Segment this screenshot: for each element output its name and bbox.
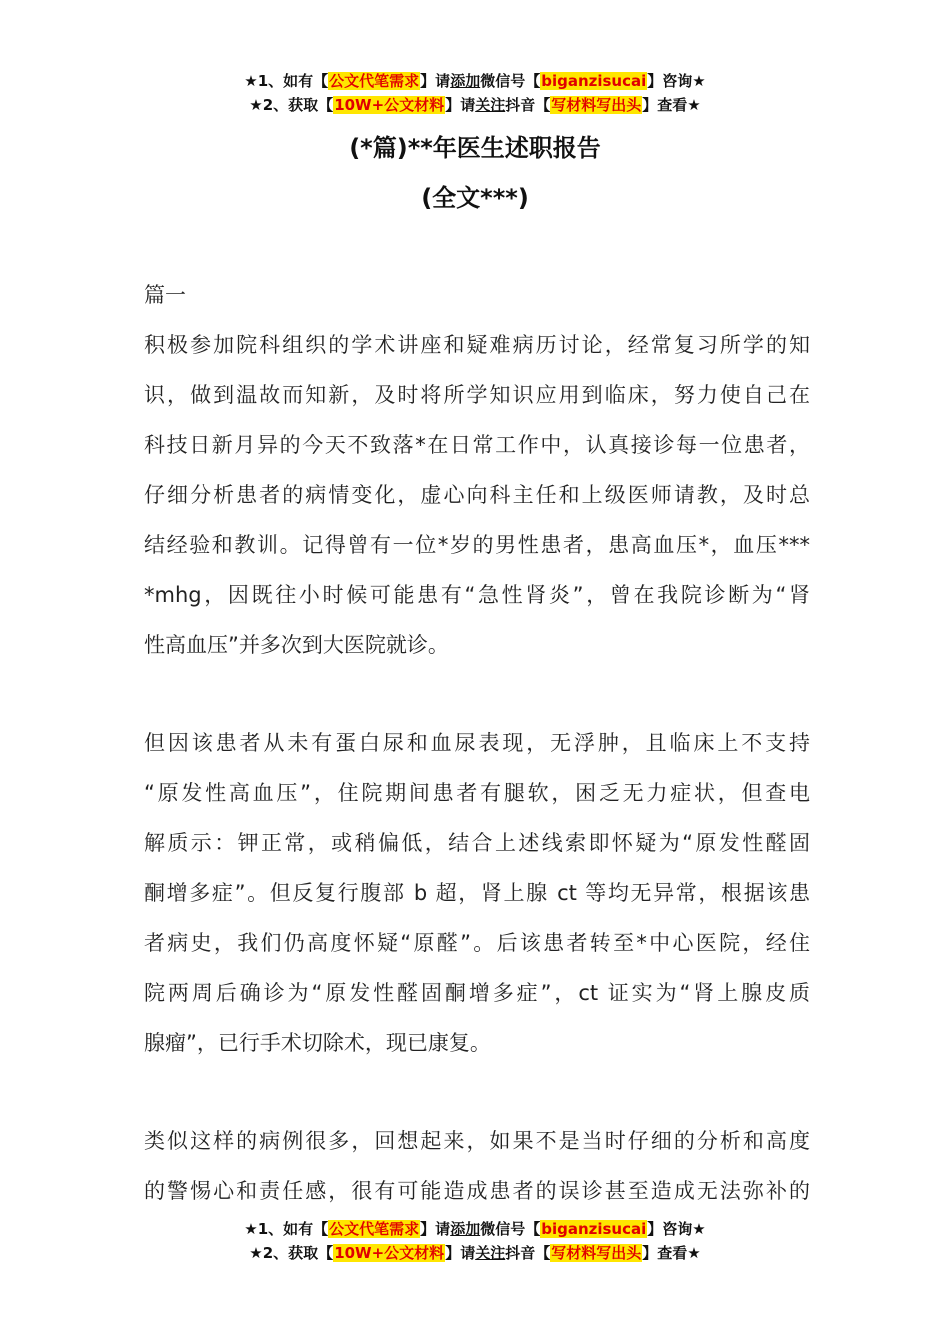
section-label-text: 篇一 [144,283,186,307]
paragraph-1 [144,320,810,670]
banner-text: 抖音【 [505,96,551,114]
paragraph-line: 积极参加院科组织的学术讲座和疑难病历讨论，经常复习所学的知 [144,333,810,357]
banner-text: 】请 [445,96,476,114]
banner-underline-text: 关注 [475,96,506,114]
paragraph-line: 科技日新月异的今天不致落*在日常工作中，认真接诊每一位患者， [144,433,810,457]
banner-text: ★2、获取【 [249,1244,334,1262]
banner-text: 】查看★ [642,1244,701,1262]
paragraph-line: 酮增多症”。但反复行腹部 b 超，肾上腺 ct 等均无异常，根据该患 [144,881,810,905]
paragraph-2 [144,718,810,1068]
banner-underline-text: 添加 [450,72,481,90]
banner-text: ★1、如有【 [244,1220,329,1238]
banner-text: 】请 [420,1220,451,1238]
banner-highlight: 公文代笔需求 [329,72,420,90]
paragraph-line: *mhg，因既往小时候可能患有“急性肾炎”，曾在我院诊断为“肾 [144,583,810,607]
banner-highlight: 公文代笔需求 [329,1220,420,1238]
paragraph-line: 但因该患者从未有蛋白尿和血尿表现，无浮肿，且临床上不支持 [144,731,810,755]
banner-line-1 [0,69,950,93]
paragraph-line: 院两周后确诊为“原发性醛固酮增多症”，ct 证实为“肾上腺皮质 [144,981,810,1005]
paragraph-line: 结经验和教训。记得曾有一位*岁的男性患者，患高血压*，血压*** [144,533,810,557]
banner-highlight: 写材料写出头 [551,96,642,114]
footer-banner [0,1217,950,1265]
banner-text: 】请 [420,72,451,90]
header-banner [0,69,950,117]
paragraph-line: 性高血压”并多次到大医院就诊。 [144,633,449,657]
banner-highlight: biganzisucai [541,1220,647,1238]
paragraph-line: “原发性高血压”，住院期间患者有腿软，困乏无力症状，但查电 [144,781,810,805]
document-subtitle: (全文***) [421,184,529,212]
banner-line-2 [0,1241,950,1265]
banner-text: ★1、如有【 [244,72,329,90]
banner-text: 】咨询★ [647,1220,706,1238]
banner-highlight: biganzisucai [541,72,647,90]
banner-line-1 [0,1217,950,1241]
paragraph-line: 的警惕心和责任感，很有可能造成患者的误诊甚至造成无法弥补的 [144,1179,810,1203]
paragraph-line: 仔细分析患者的病情变化，虚心向科主任和上级医师请教，及时总 [144,483,810,507]
banner-text: 微信号【 [480,72,541,90]
banner-line-2 [0,93,950,117]
paragraph-line: 类似这样的病例很多，回想起来，如果不是当时仔细的分析和高度 [144,1129,810,1153]
paragraph-line: 识，做到温故而知新，及时将所学知识应用到临床，努力使自己在 [144,383,810,407]
banner-highlight: 10W+公文材料 [334,96,445,114]
banner-text: 微信号【 [480,1220,541,1238]
paragraph-line: 解质示：钾正常，或稍偏低，结合上述线索即怀疑为“原发性醛固 [144,831,810,855]
banner-highlight: 10W+公文材料 [334,1244,445,1262]
banner-text: 抖音【 [505,1244,551,1262]
paragraph-line: 腺瘤”，已行手术切除术，现已康复。 [144,1031,491,1055]
banner-text: 】查看★ [642,96,701,114]
banner-text: 】请 [445,1244,476,1262]
banner-underline-text: 关注 [475,1244,506,1262]
banner-text: 】咨询★ [647,72,706,90]
section-label [144,270,810,320]
document-title: (*篇)**年医生述职报告 [349,134,601,162]
paragraph-line: 者病史，我们仍高度怀疑“原醛”。后该患者转至*中心医院，经住 [144,931,810,955]
banner-underline-text: 添加 [450,1220,481,1238]
paragraph-3 [144,1116,810,1216]
banner-text: ★2、获取【 [249,96,334,114]
banner-highlight: 写材料写出头 [551,1244,642,1262]
